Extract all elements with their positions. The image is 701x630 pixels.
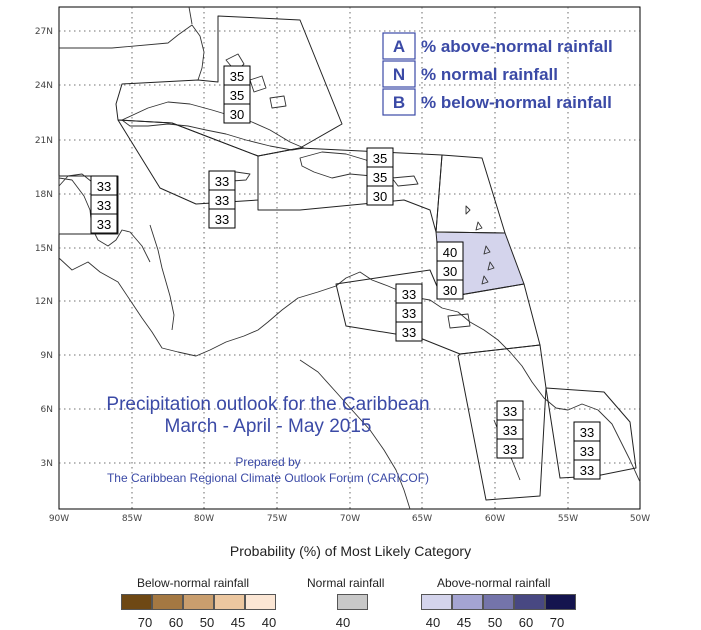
above-60-swatch: [514, 594, 545, 610]
below-normal-value: 33: [96, 217, 112, 232]
zone-south-caribbean: [396, 284, 422, 341]
above-letter: A: [392, 37, 406, 56]
below-45-swatch: [214, 594, 245, 610]
below-70-value: 70: [137, 615, 153, 630]
above-normal-value: 33: [579, 425, 595, 440]
above-70-value: 70: [549, 615, 565, 630]
lon-label: 80W: [193, 514, 215, 524]
below-45-value: 45: [230, 615, 246, 630]
lat-label: 12N: [34, 297, 53, 307]
lat-label: 6N: [40, 405, 53, 415]
outlook-title: Precipitation outlook for the Caribbean: [106, 394, 430, 415]
above-normal-value: 33: [214, 174, 230, 189]
above-50-swatch: [483, 594, 514, 610]
above-40-value: 40: [425, 615, 441, 630]
lon-label: 75W: [266, 514, 288, 524]
normal-value: 35: [372, 170, 388, 185]
above-50-value: 50: [487, 615, 503, 630]
below-normal-label: Below-normal rainfall: [137, 576, 250, 590]
latitude-labels: [35, 27, 53, 469]
normal-value: 33: [214, 193, 230, 208]
lat-label: 27N: [34, 27, 53, 37]
above-60-value: 60: [518, 615, 534, 630]
below-50-swatch: [183, 594, 214, 610]
below-60-value: 60: [168, 615, 184, 630]
normal-value: 33: [579, 444, 595, 459]
normal-value: 33: [401, 306, 417, 321]
prepared-by: Prepared by: [235, 455, 301, 469]
below-letter: B: [392, 93, 406, 112]
above-45-swatch: [452, 594, 483, 610]
normal-key-text: % normal rainfall: [421, 65, 558, 84]
lon-label: 50W: [629, 514, 651, 524]
below-60-swatch: [152, 594, 183, 610]
normal-label: Normal rainfall: [307, 576, 385, 590]
zone-guyana: [497, 401, 523, 458]
below-normal-value: 30: [229, 107, 245, 122]
lat-label: 9N: [40, 351, 53, 361]
lon-label: 85W: [121, 514, 143, 524]
normal-value: 33: [96, 198, 112, 213]
above-normal-value: 35: [372, 151, 388, 166]
lat-label: 15N: [34, 244, 53, 254]
longitude-labels: [49, 514, 650, 524]
above-normal-value: 40: [442, 245, 458, 260]
below-40-swatch: [245, 594, 276, 610]
normal-40-swatch: [337, 594, 368, 610]
zone-windward: [437, 242, 463, 299]
above-normal-value: 33: [96, 179, 112, 194]
above-70-swatch: [545, 594, 576, 610]
above-normal-label: Above-normal rainfall: [437, 576, 551, 590]
above-normal-value: 33: [401, 287, 417, 302]
lon-label: 70W: [339, 514, 361, 524]
below-70-swatch: [121, 594, 152, 610]
above-45-value: 45: [456, 615, 472, 630]
above-40-swatch: [421, 594, 452, 610]
above-normal-value: 35: [229, 69, 245, 84]
outlook-season: March - April - May 2015: [164, 416, 372, 437]
zone-greater-antilles: [367, 148, 393, 205]
zone-bahamas: [224, 66, 250, 123]
zone-cuba-jamaica: [209, 171, 235, 228]
below-normal-value: 30: [372, 189, 388, 204]
below-key-text: % below-normal rainfall: [421, 93, 612, 112]
lon-label: 65W: [411, 514, 433, 524]
normal-40-value: 40: [335, 615, 351, 630]
below-50-value: 50: [199, 615, 215, 630]
lat-label: 24N: [34, 81, 53, 91]
lat-label: 3N: [40, 459, 53, 469]
below-40-value: 40: [261, 615, 277, 630]
below-normal-value: 33: [214, 212, 230, 227]
below-normal-value: 33: [401, 325, 417, 340]
colorbar-title: Probability (%) of Most Likely Category: [229, 543, 472, 559]
normal-value: 35: [229, 88, 245, 103]
zone-suriname-guiana: [574, 422, 600, 479]
below-normal-value: 30: [442, 283, 458, 298]
below-normal-value: 33: [579, 463, 595, 478]
above-normal-value: 33: [502, 404, 518, 419]
normal-value: 33: [502, 423, 518, 438]
lon-label: 60W: [484, 514, 506, 524]
lat-label: 18N: [34, 190, 53, 200]
normal-value: 30: [442, 264, 458, 279]
zone-belize: [91, 176, 117, 233]
above-key-text: % above-normal rainfall: [421, 37, 613, 56]
lon-label: 90W: [48, 514, 70, 524]
normal-letter: N: [392, 65, 406, 84]
lat-label: 21N: [34, 136, 53, 146]
lon-label: 55W: [557, 514, 579, 524]
forum-name: The Caribbean Regional Climate Outlook Forum (CARICOF): [106, 471, 430, 485]
below-normal-value: 33: [502, 442, 518, 457]
